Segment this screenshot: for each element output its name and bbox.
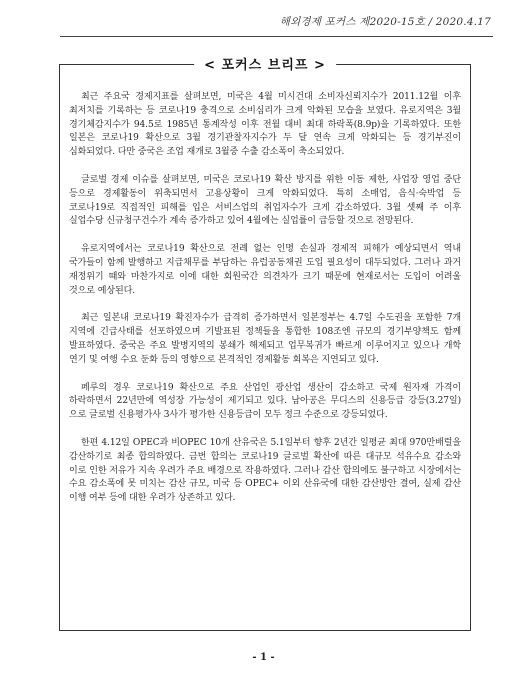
brief-paragraph: 글로벌 경제 이슈를 살펴보면, 미국은 코로나19 확산 방지를 위한 이동 제한, 사업장 영업 중단 등으로 경제활동이 위축되면서 고용상황이 크게 악화되었다. 특히 소매업, 음식·숙박업 등 코로나19로 직접적인 피해를 입은 서비스업의 취업자수가 크게 감소하였다. 3월 셋째 주 이후 실업수당 신규청구건수가 계속 증가하고 있어 4월에는 실업률이 급등할 것으로 전망된다. <box>69 174 461 227</box>
brief-paragraph: 최근 주요국 경제지표를 살펴보면, 미국은 4월 미시건대 소비자신뢰지수가 2011.12월 이후 최저치를 기록하는 등 코로나19 충격으로 소비심리가 크게 악화된 모습을 보였다. 유로지역은 3월 경기체감지수가 94.5로 1985년 통계작성 이후 전월 대비 최대 하락폭(8.9p)을 기록하였다. 또한 일본은 코로나19 확산으로 3월 경기관찰자지수가 두 달 연속 크게 악화되는 등 경기부진이 심화되었다. 다만 중국은 조업 재개로 3월중 수출 감소폭이 축소되었다. <box>69 92 461 158</box>
page-number: - 1 - <box>252 652 275 663</box>
brief-paragraph: 한편 4.12일 OPEC과 비OPEC 10개 산유국은 5.1일부터 향후 2년간 일평균 최대 970만배럴을 감산하기로 최종 합의하였다. 금번 합의는 코로나19 글로벌 확산에 따른 대규모 석유수요 감소와 이로 인한 저유가 지속 우려가 주요 배경으로 작용하였다. 그러나 감산 합의에도 불구하고 시장에서는 수요 감소폭에 못 미치는 감산 규모, 미국 등 OPEC+ 이외 산유국에 대한 감산방안 결여, 실제 감산 이행 여부 등에 대한 우려가 상존하고 있다. <box>69 437 461 504</box>
brief-paragraph: 페루의 경우 코로나19 확산으로 주요 산업인 광산업 생산이 감소하고 국제 원자재 가격이 하락하면서 22년만에 역성장 가능성이 제기되고 있다. 남아공은 무디스의 신용등급 강등(3.27일)으로 글로벌 신용평가사 3사가 평가한 신용등급이 모두 정크 수준으로 강등되었다. <box>69 382 461 421</box>
focus-brief-box <box>59 58 471 631</box>
running-header: 해외경제 포커스 제2020-15호 / 2020.4.17 <box>279 16 491 28</box>
focus-brief-title: < 포커스 브리프 > <box>194 54 336 73</box>
focus-brief-body <box>69 91 461 520</box>
header-divider <box>60 36 493 37</box>
brief-paragraph: 최근 일본내 코로나19 확진자수가 급격히 증가하면서 일본정부는 4.7일 수도권을 포함한 7개 지역에 긴급사태를 선포하였으며 기발표된 정책들을 통합한 108조엔 규모의 경기부양책도 함께 발표하였다. 중국은 주요 발병지역의 봉쇄가 해제되고 업무복귀가 빠르게 이루어지고 있으나 개학 연기 및 여행 수요 둔화 등의 영향으로 본격적인 경제활동 회복은 지연되고 있다. <box>69 313 461 365</box>
brief-paragraph: 유로지역에서는 코로나19 확산으로 전례 없는 인명 손실과 경제적 피해가 예상되면서 역내 국가들이 함께 발행하고 지급채무를 부담하는 유럽공동채권 도입 필요성이 대두되었다. 그러나 과거 재정위기 때와 마찬가지로 이에 대한 회원국간 의견차가 크기 때문에 현재로서는 도입이 어려울 것으로 예상된다. <box>69 244 461 296</box>
